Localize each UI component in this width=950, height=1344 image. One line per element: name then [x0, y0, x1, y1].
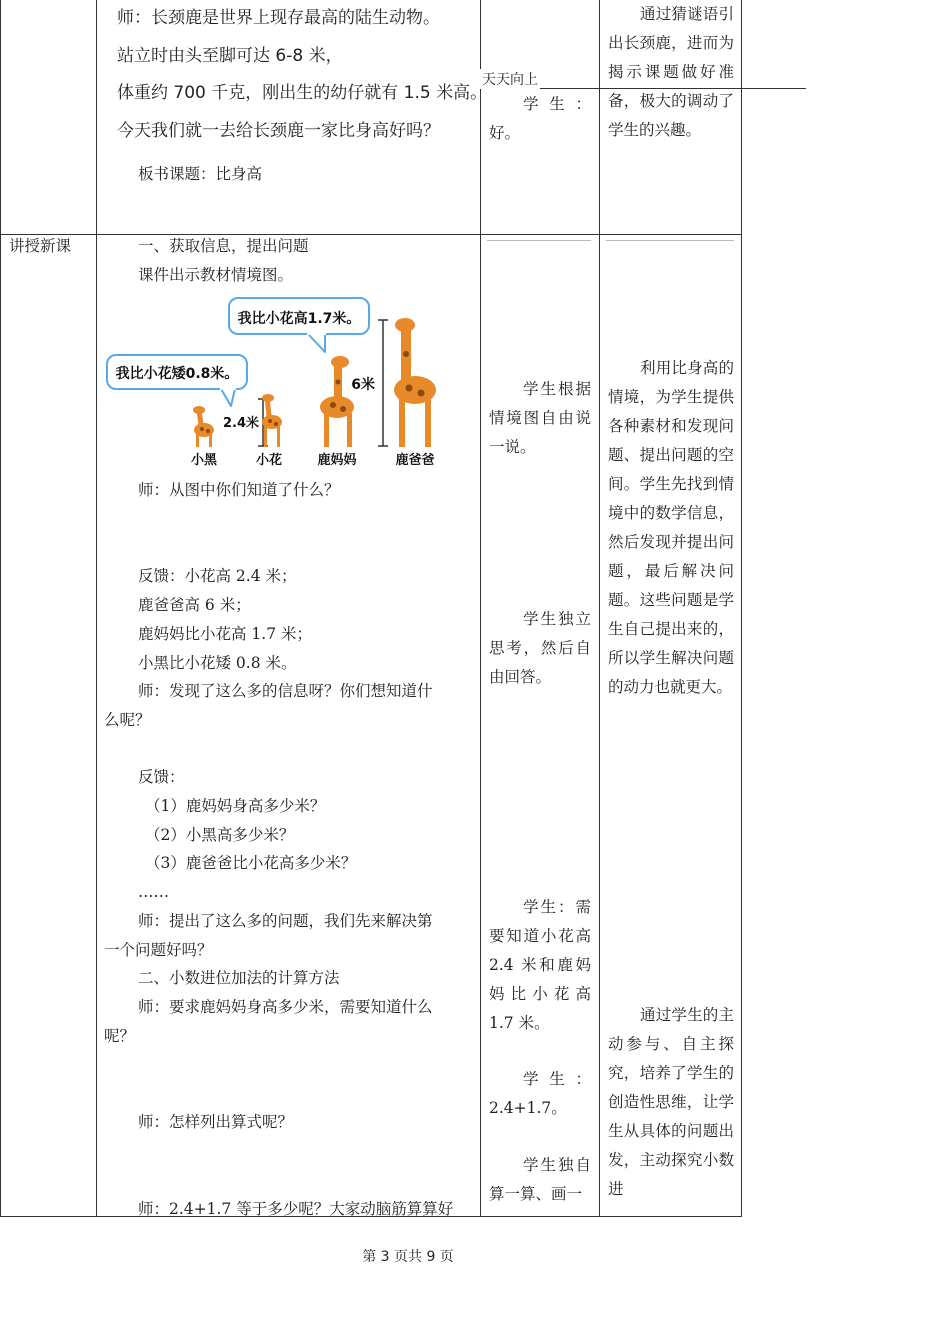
table-row-separator — [0, 234, 742, 235]
name-label-dad: 鹿爸爸 — [395, 453, 435, 468]
measure-label-big: 6米 — [351, 377, 375, 393]
table-border-left — [0, 0, 1, 1216]
giraffe-xiaohei — [193, 406, 214, 447]
teacher-line-2: 站立时由头至脚可达 6-8 米， — [117, 46, 343, 66]
teacher-solve-line-b: 一个问题好吗？ — [104, 941, 213, 959]
student-note-3: 学生：需要知道小花高 2.4 米和鹿妈妈比小花高 1.7 米。 — [489, 898, 591, 1032]
question-what-know: 师：从图中你们知道了什么？ — [138, 481, 340, 499]
design-note-top: 通过猜谜语引出长颈鹿，进而为揭示课题做好准备，极大的调动了学生的兴趣。 — [608, 5, 734, 139]
feedback-heading: 反馈： — [138, 768, 185, 786]
teacher-solve-line-a: 师：提出了这么多的问题，我们先来解决第 — [138, 912, 433, 930]
section-heading-2: 二、小数进位加法的计算方法 — [138, 969, 340, 987]
giraffe-dad — [394, 318, 436, 447]
measure-label-small: 2.4米 — [222, 416, 260, 431]
teacher-compute-question: 师：2.4+1.7 等于多少呢？大家动脑筋算算好 — [138, 1200, 454, 1218]
giraffe-mom — [320, 356, 354, 447]
question-item-3: （3）鹿爸爸比小花高多少米？ — [145, 854, 357, 872]
table-row-separator-inner — [487, 240, 591, 241]
design-note-2: 通过学生的主动参与、自主探究，培养了学生的创造性思维，让学生从具体的问题出发，主动探究小数进 — [608, 1006, 734, 1198]
name-label-xiaohua: 小花 — [255, 453, 283, 468]
name-label-mom: 鹿妈妈 — [317, 453, 357, 468]
page-number: 第 3 页共 9 页 — [362, 1249, 454, 1265]
design-note-1: 利用比身高的情境，为学生提供各种素材和发现问题、提出问题的空间。学生先找到情境中的数学信息，然后发现并提出问题，最后解决问题。这些问题是学生自己提出来的，所以学生解决问题的动力也就更大。 — [608, 359, 734, 696]
bubble-right-text: 我比小花高1.7米。 — [237, 311, 361, 327]
teacher-question-line-a: 师：发现了这么多的信息呀？你们想知道什 — [138, 682, 433, 700]
table-divider-1 — [96, 0, 97, 1216]
feedback-line-3: 鹿妈妈比小花高 1.7 米； — [138, 625, 313, 643]
overlay-header-text: 天天向上 — [480, 69, 540, 89]
feedback-line-4: 小黑比小花矮 0.8 米。 — [138, 654, 297, 672]
teacher-need-line-a: 师：要求鹿妈妈身高多少米，需要知道什么 — [138, 998, 433, 1016]
table-divider-3 — [599, 0, 600, 1216]
feedback-line-1: 反馈：小花高 2.4 米； — [138, 567, 297, 585]
feedback-line-2: 鹿爸爸高 6 米； — [138, 596, 251, 614]
student-response-top: 学 生 ：好。 — [489, 95, 591, 142]
table-row-separator-inner-2 — [606, 240, 734, 241]
bubble-left-text: 我比小花矮0.8米。 — [115, 366, 239, 382]
name-label-xiaohei: 小黑 — [190, 453, 218, 468]
ellipsis-line: …… — [138, 883, 169, 901]
student-note-1: 学生根据情境图自由说一说。 — [489, 380, 591, 456]
teacher-line-1: 师：长颈鹿是世界上现存最高的陆生动物。 — [117, 8, 440, 28]
board-title: 板书课题：比身高 — [138, 165, 263, 183]
teacher-need-line-b: 呢？ — [104, 1027, 136, 1045]
speech-bubble-left-tail — [221, 389, 235, 406]
teacher-formula-question: 师：怎样列出算式呢？ — [138, 1113, 294, 1131]
stage-label: 讲授新课 — [9, 237, 72, 255]
table-border-right — [741, 0, 742, 1216]
student-note-5: 学生独自算一算、画一 — [489, 1156, 591, 1203]
speech-bubble-right-tail — [308, 334, 325, 352]
student-note-4: 学 生 ：2.4+1.7。 — [489, 1070, 591, 1117]
question-item-1: （1）鹿妈妈身高多少米？ — [145, 797, 326, 815]
section-heading-1: 一、获取信息，提出问题 — [138, 237, 309, 255]
giraffe-illustration — [103, 292, 453, 477]
teacher-line-3: 体重约 700 千克，刚出生的幼仔就有 1.5 米高。 — [117, 83, 488, 103]
teacher-line-4: 今天我们就一去给长颈鹿一家比身高好吗？ — [117, 121, 440, 141]
question-item-2: （2）小黑高多少米？ — [145, 826, 295, 844]
teacher-question-line-b: 么呢？ — [104, 711, 151, 729]
table-divider-2 — [480, 0, 481, 1216]
courseware-line: 课件出示教材情境图。 — [138, 266, 294, 284]
student-note-2: 学生独立思考，然后自由回答。 — [489, 610, 591, 686]
measure-arrow-big — [378, 320, 388, 446]
giraffe-xiaohua — [262, 394, 282, 447]
